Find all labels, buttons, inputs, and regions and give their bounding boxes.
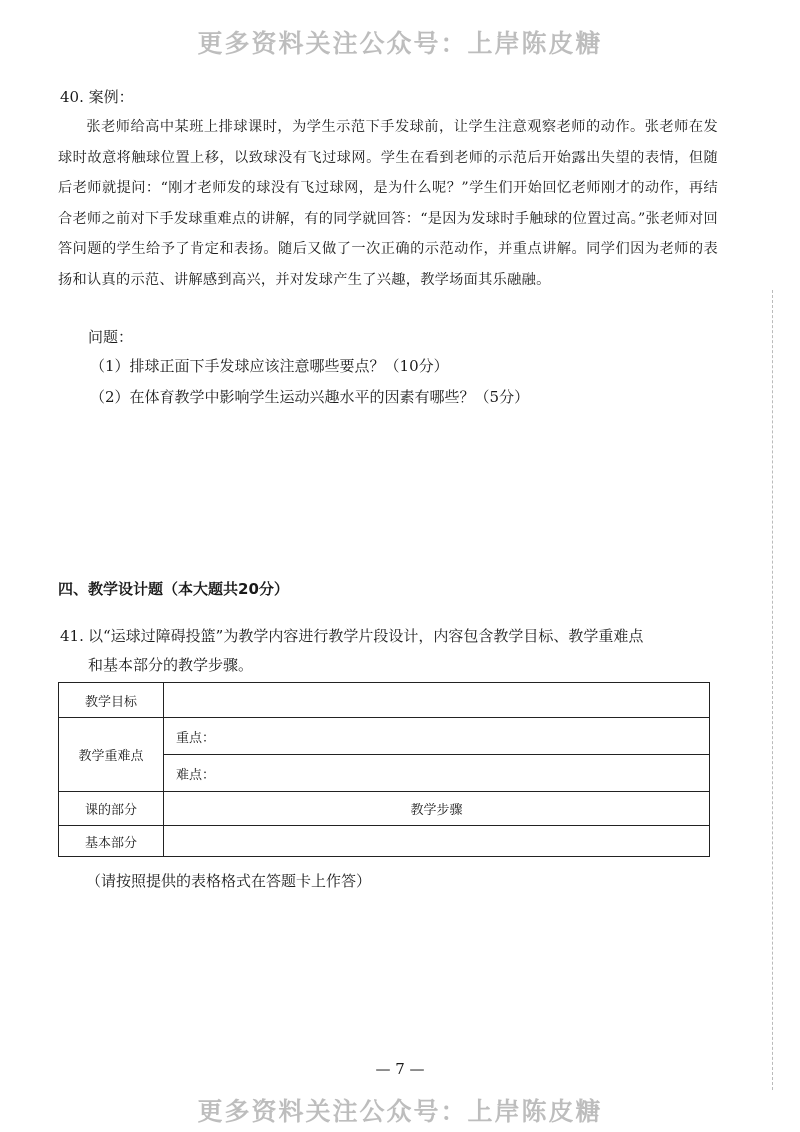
table-row	[59, 683, 710, 718]
cell-part-label: 课的部分	[59, 792, 164, 826]
lesson-design-table	[58, 682, 710, 857]
question-41	[60, 622, 730, 680]
key-point-label: 重点：	[176, 730, 216, 746]
page-number: — 7 —	[375, 1060, 425, 1078]
cell-steps-header: 教学步骤	[164, 792, 710, 826]
section-4-heading: 四、教学设计题（本大题共20分）	[58, 580, 289, 598]
difficulty-label: 难点：	[176, 767, 216, 783]
question-40-sub-1: （1）排球正面下手发球应该注意哪些要点？（10分）	[90, 357, 449, 375]
question-41-line-1: 以“运球过障碍投篮”为教学内容进行教学片段设计，内容包含教学目标、教学重难点	[88, 627, 644, 645]
question-40-ask-label: 问题：	[88, 328, 134, 346]
table-row	[59, 792, 710, 826]
table-row	[59, 718, 710, 792]
watermark-top: 更多资料关注公众号：上岸陈皮糖	[197, 29, 603, 58]
cell-basic-blank	[164, 826, 710, 857]
question-40-heading: 40. 案例：	[60, 88, 134, 106]
watermark-bottom: 更多资料关注公众号：上岸陈皮糖	[197, 1097, 603, 1126]
cell-goal-blank	[164, 683, 710, 718]
table-row	[59, 826, 710, 857]
cell-keydiff-label: 教学重难点	[59, 718, 164, 792]
question-40-case-text: 张老师给高中某班上排球课时，为学生示范下手发球前，让学生注意观察老师的动作。张老师在发球时故意将触球位置上移，以致球没有飞过球网。学生在看到老师的示范后开始露出失望的表情，但随后老师就提问：“刚才老师发的球没有飞过球网，是为什么呢？”学生们开始回忆老师刚才的动作，再结合老师之前对下手发球重难点的讲解，有的同学就回答：“是因为发球时手触球的位置过高。”张老师对回答问题的学生给予了肯定和表扬。随后又做了一次正确的示范动作，并重点讲解。同学们因为老师的表扬和认真的示范、讲解感到高兴，并对发球产生了兴趣，教学场面其乐融融。	[58, 119, 718, 288]
difficulty-field	[164, 754, 709, 791]
answer-note: （请按照提供的表格格式在答题卡上作答）	[86, 872, 372, 890]
scan-edge-line	[772, 290, 774, 1090]
cell-keydiff-content	[164, 718, 710, 792]
question-40-sub-2: （2）在体育教学中影响学生运动兴趣水平的因素有哪些？（5分）	[90, 388, 530, 406]
question-41-line-2: 和基本部分的教学步骤。	[88, 656, 254, 674]
question-41-number: 41.	[60, 627, 84, 645]
key-point-field	[164, 718, 709, 754]
cell-basic-label: 基本部分	[59, 826, 164, 857]
cell-goal-label: 教学目标	[59, 683, 164, 718]
